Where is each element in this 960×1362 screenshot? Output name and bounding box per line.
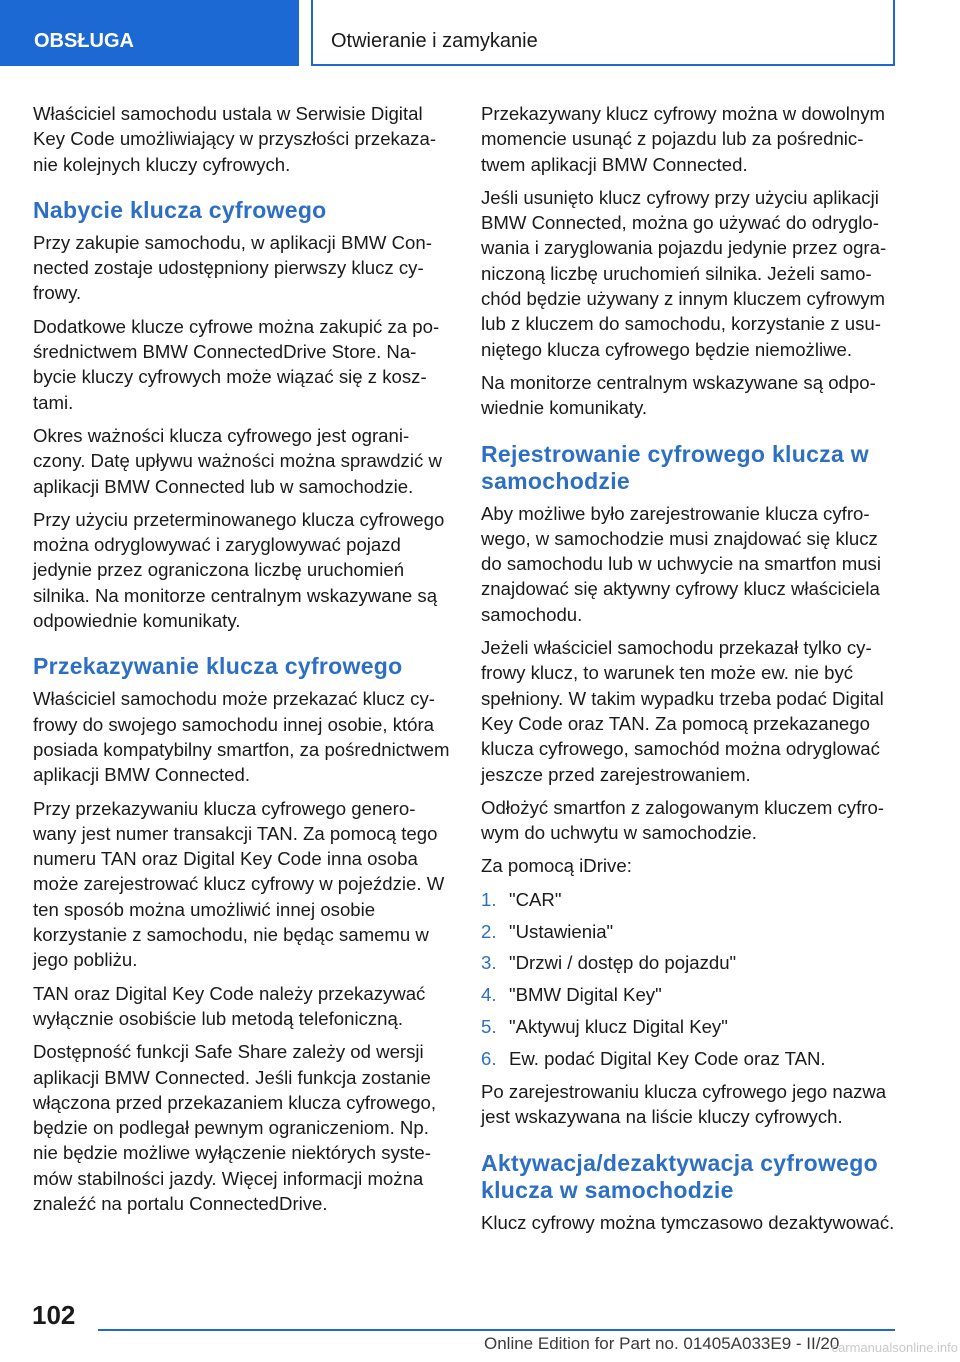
step-text: "CAR"	[509, 888, 562, 910]
step-text: "Drzwi / dostęp do pojazdu"	[509, 952, 737, 974]
section-tab: OBSŁUGA	[0, 0, 299, 66]
list-item	[481, 950, 898, 975]
section-heading-acquire: Nabycie klucza cyfrowego	[33, 196, 327, 223]
watermark: carmanualsonline.info	[831, 1340, 958, 1355]
paragraph: Przekazywany klucz cyfrowy można w dowolnym momencie usunąć z pojazdu lub za pośrednictwem aplikacji BMW Connected.	[481, 103, 886, 175]
paragraph: Jeśli usunięto klucz cyfrowy przy użyciu aplikacji BMW Connected, można go używać do odryglowania i zaryglowania pojazdu jedynie przez ograniczoną liczbę uruchomień silnika. Jeżeli samochód będzie używany z innym kluczem cyfrowym lub z kluczem do samochodu, korzystanie z usuniętego klucza cyfrowego będzie niemożliwe.	[481, 186, 887, 360]
list-item	[481, 887, 898, 912]
footer-divider	[98, 1329, 895, 1331]
intro-paragraph: Właściciel samochodu ustala w Serwisie Digital Key Code umożliwiający w przyszłości przekazanie kolejnych kluczy cyfrowych.	[33, 103, 437, 175]
step-text: "BMW Digital Key"	[509, 984, 662, 1006]
step-number: 2.	[481, 920, 497, 942]
paragraph: Aby możliwe było zarejestrowanie klucza cyfrowego, w samochodzie musi znajdować się klucz do samochodu lub w uchwycie na smartfon musi znajdować się aktywny cyfrowy klucz właściciela samochodu.	[481, 502, 881, 625]
paragraph: TAN oraz Digital Key Code należy przekazywać wyłącznie osobiście lub metodą telefoniczną.	[33, 982, 426, 1029]
list-item	[481, 919, 898, 944]
step-number: 3.	[481, 952, 497, 974]
left-column	[33, 101, 450, 1224]
edition-note: Online Edition for Part no. 01405A033E9 - II/20	[484, 1334, 840, 1353]
paragraph: Na monitorze centralnym wskazywane są odpowiednie komunikaty.	[481, 371, 876, 419]
step-text: "Ustawienia"	[509, 920, 614, 942]
right-column	[481, 101, 898, 1243]
chapter-title: Otwieranie i zamykanie	[311, 0, 895, 66]
step-number: 4.	[481, 984, 497, 1006]
section-heading-sharing: Przekazywanie klucza cyfrowego	[33, 653, 403, 680]
step-text: Ew. podać Digital Key Code oraz TAN.	[509, 1047, 826, 1069]
paragraph: Okres ważności klucza cyfrowego jest ograniczony. Datę upływu ważności można sprawdzić w aplikacji BMW Connected lub w samochodzie.	[33, 424, 442, 497]
list-item	[481, 1046, 898, 1071]
paragraph: Przy użyciu przeterminowanego klucza cyfrowego można odryglowywać i zaryglowywać pojazd jedynie przez ograniczona liczbę uruchomień silnika. Na monitorze centralnym wskazywane są odpowiednie komunikaty.	[33, 508, 445, 632]
paragraph: Dostępność funkcji Safe Share zależy od wersji aplikacji BMW Connected. Jeśli funkcja zostanie włączona przed przekazaniem klucza cyfrowego, będzie on podlegał pewnym ograniczeniom. Np. nie będzie możliwe wyłączenie niektórych systemów stabilności jazdy. Więcej informacji można znaleźć na portalu ConnectedDrive.	[33, 1041, 437, 1214]
paragraph: Właściciel samochodu może przekazać klucz cyfrowy do swojego samochodu innej osobie, która posiada kompatybilny smartfon, za pośrednictwem aplikacji BMW Connected.	[33, 688, 450, 786]
paragraph: Odłożyć smartfon z zalogowanym kluczem cyfrowym do uchwytu w samochodzie.	[481, 796, 884, 844]
paragraph: Przy przekazywaniu klucza cyfrowego generowany jest numer transakcji TAN. Za pomocą tego numeru TAN oraz Digital Key Code inna osoba może zarejestrować klucz cyfrowy w pojeździe. W ten sposób można umożliwić innej osobie korzystanie z samochodu, nie będąc samemu w jego pobliżu.	[33, 797, 445, 971]
paragraph: Jeżeli właściciel samochodu przekazał tylko cyfrowy klucz, to warunek ten może ew. nie być spełniony. W takim wypadku trzeba podać Digital Key Code oraz TAN. Za pomocą przekazanego klucza cyfrowego, samochód można odryglować jeszcze przed zarejestrowaniem.	[481, 637, 884, 785]
step-number: 6.	[481, 1047, 497, 1069]
list-item	[481, 1014, 898, 1039]
step-number: 1.	[481, 888, 497, 910]
section-heading-register: Rejestrowanie cyfrowego klucza w samochodzie	[481, 440, 869, 494]
idrive-steps-list	[481, 887, 898, 1071]
paragraph: Przy zakupie samochodu, w aplikacji BMW Connected zostaje udostępniony pierwszy klucz cyfrowy.	[33, 231, 432, 304]
paragraph: Za pomocą iDrive:	[481, 855, 632, 877]
list-item	[481, 982, 898, 1007]
section-heading-activation: Aktywacja/dezaktywacja cyfrowego klucza w samochodzie	[481, 1149, 878, 1203]
paragraph: Dodatkowe klucze cyfrowe można zakupić za pośrednictwem BMW ConnectedDrive Store. Nabycie kluczy cyfrowych może wiązać się z kosztami.	[33, 315, 440, 413]
step-text: "Aktywuj klucz Digital Key"	[509, 1015, 728, 1037]
paragraph: Klucz cyfrowy można tymczasowo dezaktywować.	[481, 1211, 895, 1233]
step-number: 5.	[481, 1015, 497, 1037]
paragraph: Po zarejestrowaniu klucza cyfrowego jego nazwa jest wskazywana na liście kluczy cyfrowych.	[481, 1081, 887, 1128]
page-number: 102	[32, 1300, 76, 1330]
